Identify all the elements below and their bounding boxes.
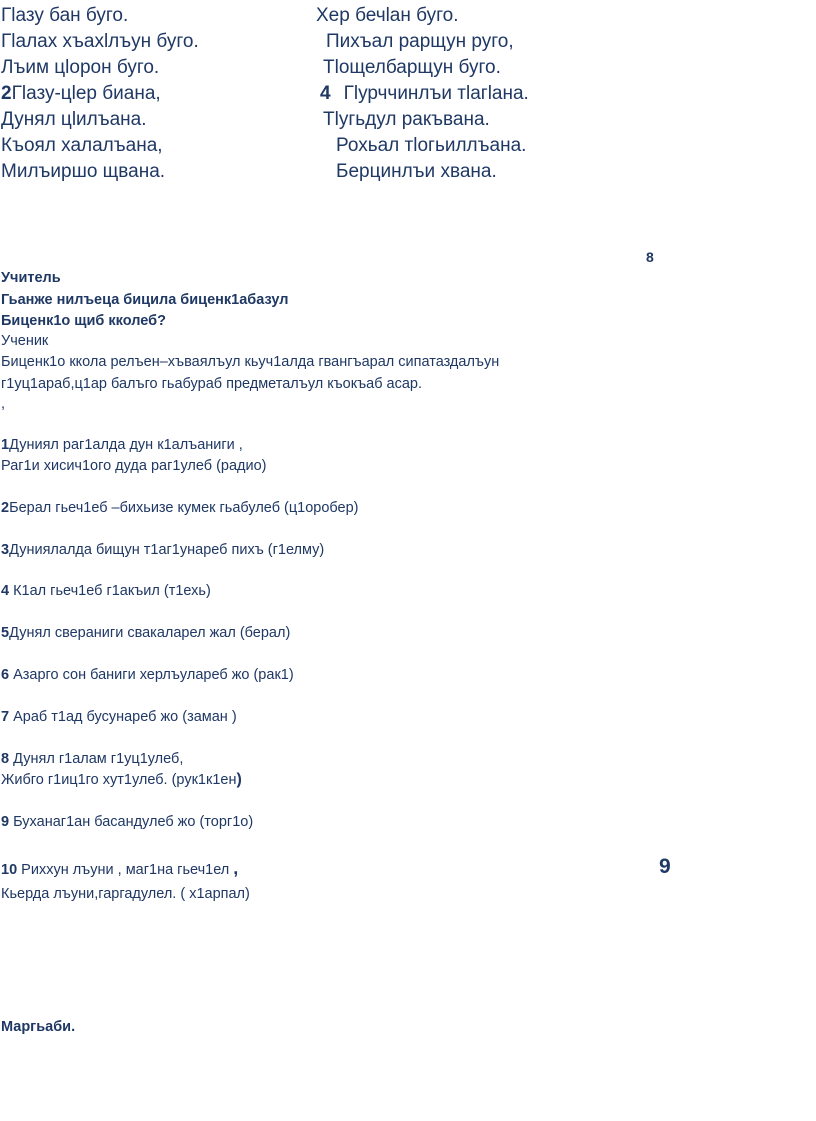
poem-left-line-3: Лъим цlорон буго. bbox=[1, 57, 160, 78]
riddle-number: 8 bbox=[1, 751, 10, 767]
riddle-number: 4 bbox=[1, 583, 10, 599]
poem-left-line-1: Гlазу бан буго. bbox=[1, 5, 129, 26]
riddle-1-line-2: Раг1и хисич1ого дуда раг1улеб (радио) bbox=[1, 458, 267, 474]
riddle-number: 10 bbox=[1, 862, 18, 878]
footer-heading: Маргьаби. bbox=[1, 1019, 76, 1035]
pupil-label: Ученик bbox=[1, 333, 49, 349]
poem-right-line-6: Рохьал тlогьиллъана. bbox=[336, 135, 527, 156]
riddle-10-line-2: Кьерда лъуни,гаргадулел. ( х1арпал) bbox=[1, 886, 250, 902]
poem-left-line-2: Гlалах хъахlлъун буго. bbox=[1, 31, 199, 52]
poem-right-line-7: Берцинлъи хвана. bbox=[336, 161, 497, 182]
riddle-number: 1 bbox=[1, 437, 10, 453]
poem-left-line-4 bbox=[1, 82, 161, 106]
riddle-9: 9 Буханаг1ан басандулеб жо (торг1о) bbox=[1, 814, 254, 830]
poem-left-line-6: Къоял халалъана, bbox=[1, 135, 163, 156]
poem-left-line-5: Дунял цlилъана. bbox=[1, 109, 147, 130]
riddle-1-line-1: 1Дуниял раг1алда дун к1алъаниги , bbox=[1, 437, 243, 453]
riddle-8-line-2: Жибго г1иц1го хут1улеб. (рук1к1ен) bbox=[1, 771, 242, 788]
riddle-number: 6 bbox=[1, 667, 10, 683]
poem-left-line-4-text: Гlазу-цlер биана, bbox=[11, 83, 161, 104]
stanza-number: 4 bbox=[320, 83, 331, 104]
riddle-number: 2 bbox=[1, 500, 10, 516]
poem-right-line-4 bbox=[320, 82, 529, 106]
riddle-4: 4 К1ал гьеч1еб г1акъил (т1ехь) bbox=[1, 583, 211, 599]
poem-right-line-1: Хер бечlан буго. bbox=[316, 5, 459, 26]
riddle-8-line-1: 8 Дунял г1алам г1уц1улеб, bbox=[1, 751, 184, 767]
stanza-number: 2 bbox=[1, 83, 12, 104]
page-number: 9 bbox=[659, 855, 671, 878]
teacher-label: Учитель bbox=[1, 270, 61, 286]
riddle-5: 5Дунял свераниги свакаларел жал (берал) bbox=[1, 625, 291, 641]
pupil-answer-line-2: г1уц1араб,ц1ар балъго гьабураб предметалъул къокъаб асар. bbox=[1, 376, 422, 392]
poem-right-line-5: Тlугьдул ракъвана. bbox=[323, 109, 490, 130]
riddle-2: 2Берал гьеч1еб –бихьизе кумек гьабулеб (ц1оробер) bbox=[1, 500, 359, 516]
riddle-3: 3Дуниялалда бищун т1аг1унареб пихъ (г1елму) bbox=[1, 542, 325, 558]
riddle-7: 7 Араб т1ад бусунареб жо (заман ) bbox=[1, 709, 237, 725]
page-number: 8 bbox=[646, 249, 654, 265]
poem-right-line-4-text: Гlурччинлъи тlагlана. bbox=[343, 83, 529, 104]
teacher-question-line-1: Гьанже нилъеца бицила биценк1абазул bbox=[1, 292, 289, 308]
poem-left-line-7: Милъиршо щвана. bbox=[1, 161, 166, 182]
poem-right-line-2: Пихъал рарщун руго, bbox=[326, 31, 514, 52]
riddle-6: 6 Азарго сон баниги херлъулареб жо (рак1) bbox=[1, 667, 294, 683]
riddle-number: 9 bbox=[1, 814, 10, 830]
poem-right-line-3: Тlощелбарщун буго. bbox=[323, 57, 501, 78]
riddle-number: 7 bbox=[1, 709, 10, 725]
pupil-answer-line-1: Биценк1о ккола релъен–хъваялъул кьуч1алда гвангъарал сипатаздалъун bbox=[1, 354, 500, 370]
riddle-number: 3 bbox=[1, 542, 10, 558]
riddle-number: 5 bbox=[1, 625, 10, 641]
teacher-question-line-2: Биценк1о щиб кколеб? bbox=[1, 313, 166, 329]
stray-comma: , bbox=[1, 396, 6, 412]
riddle-10-line-1: 10 Риххун лъуни , маг1на гьеч1ел , bbox=[1, 858, 239, 878]
